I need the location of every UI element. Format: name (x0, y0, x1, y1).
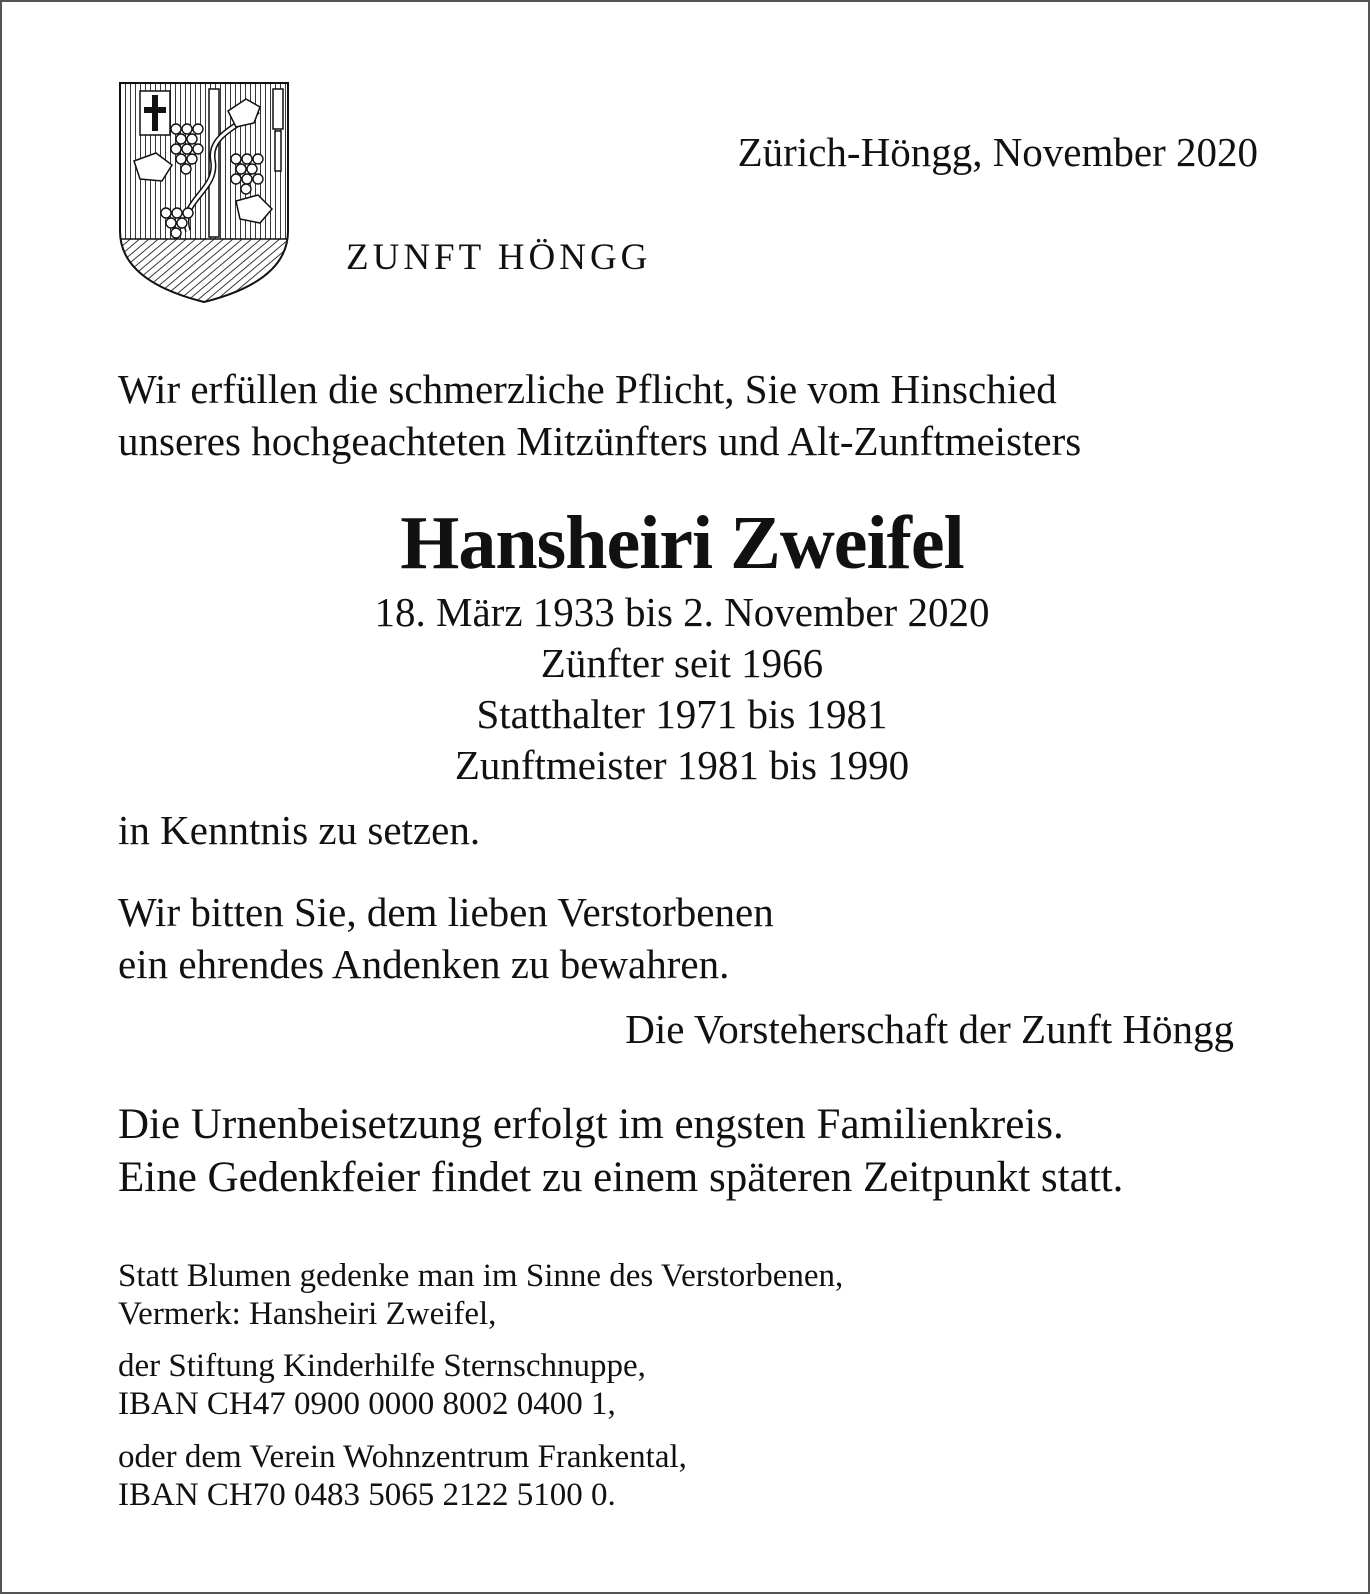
remembrance-request (118, 886, 774, 990)
intro-paragraph (118, 363, 1081, 467)
coat-of-arms-grapevine-cross-icon (118, 81, 290, 304)
deceased-details (0, 587, 1364, 791)
role-line: Zünfter seit 1966 (540, 640, 824, 686)
charity-wohnzentrum (118, 1438, 687, 1514)
role-line: Zunftmeister 1981 bis 1990 (454, 742, 910, 788)
request-line: Wir bitten Sie, dem lieben Verstorbenen (118, 889, 774, 935)
guild-name: ZUNFT HÖNGG (346, 237, 652, 278)
request-line: ein ehrendes Andenken zu bewahren. (118, 941, 730, 987)
charity-name: oder dem Verein Wohnzentrum Frankental, (118, 1439, 687, 1475)
donation-intro (118, 1257, 843, 1333)
signature: Die Vorsteherschaft der Zunft Höngg (625, 1006, 1234, 1052)
burial-line: Eine Gedenkfeier findet zu einem späteren Zeitpunkt statt. (118, 1154, 1124, 1201)
donation-line: Vermerk: Hansheiri Zweifel, (118, 1296, 497, 1332)
closing-line: in Kenntnis zu setzen. (118, 807, 481, 853)
charity-name: der Stiftung Kinderhilfe Sternschnuppe, (118, 1348, 646, 1384)
burial-line: Die Urnenbeisetzung erfolgt im engsten Familienkreis. (118, 1101, 1064, 1148)
charity-iban: IBAN CH47 0900 0000 8002 0400 1, (118, 1386, 616, 1422)
lifespan: 18. März 1933 bis 2. November 2020 (374, 589, 990, 635)
role-line: Statthalter 1971 bis 1981 (476, 691, 888, 737)
intro-line: unseres hochgeachteten Mitzünfters und Alt-Zunftmeisters (118, 418, 1082, 464)
charity-iban: IBAN CH70 0483 5065 2122 5100 0. (118, 1477, 616, 1513)
charity-kinderhilfe (118, 1347, 646, 1423)
place-date: Zürich-Höngg, November 2020 (737, 129, 1258, 175)
deceased-name: Hansheiri Zweifel (400, 501, 964, 585)
donation-line: Statt Blumen gedenke man im Sinne des Verstorbenen, (118, 1258, 844, 1294)
intro-line: Wir erfüllen die schmerzliche Pflicht, Sie vom Hinschied (118, 366, 1057, 412)
burial-notice (118, 1098, 1123, 1204)
